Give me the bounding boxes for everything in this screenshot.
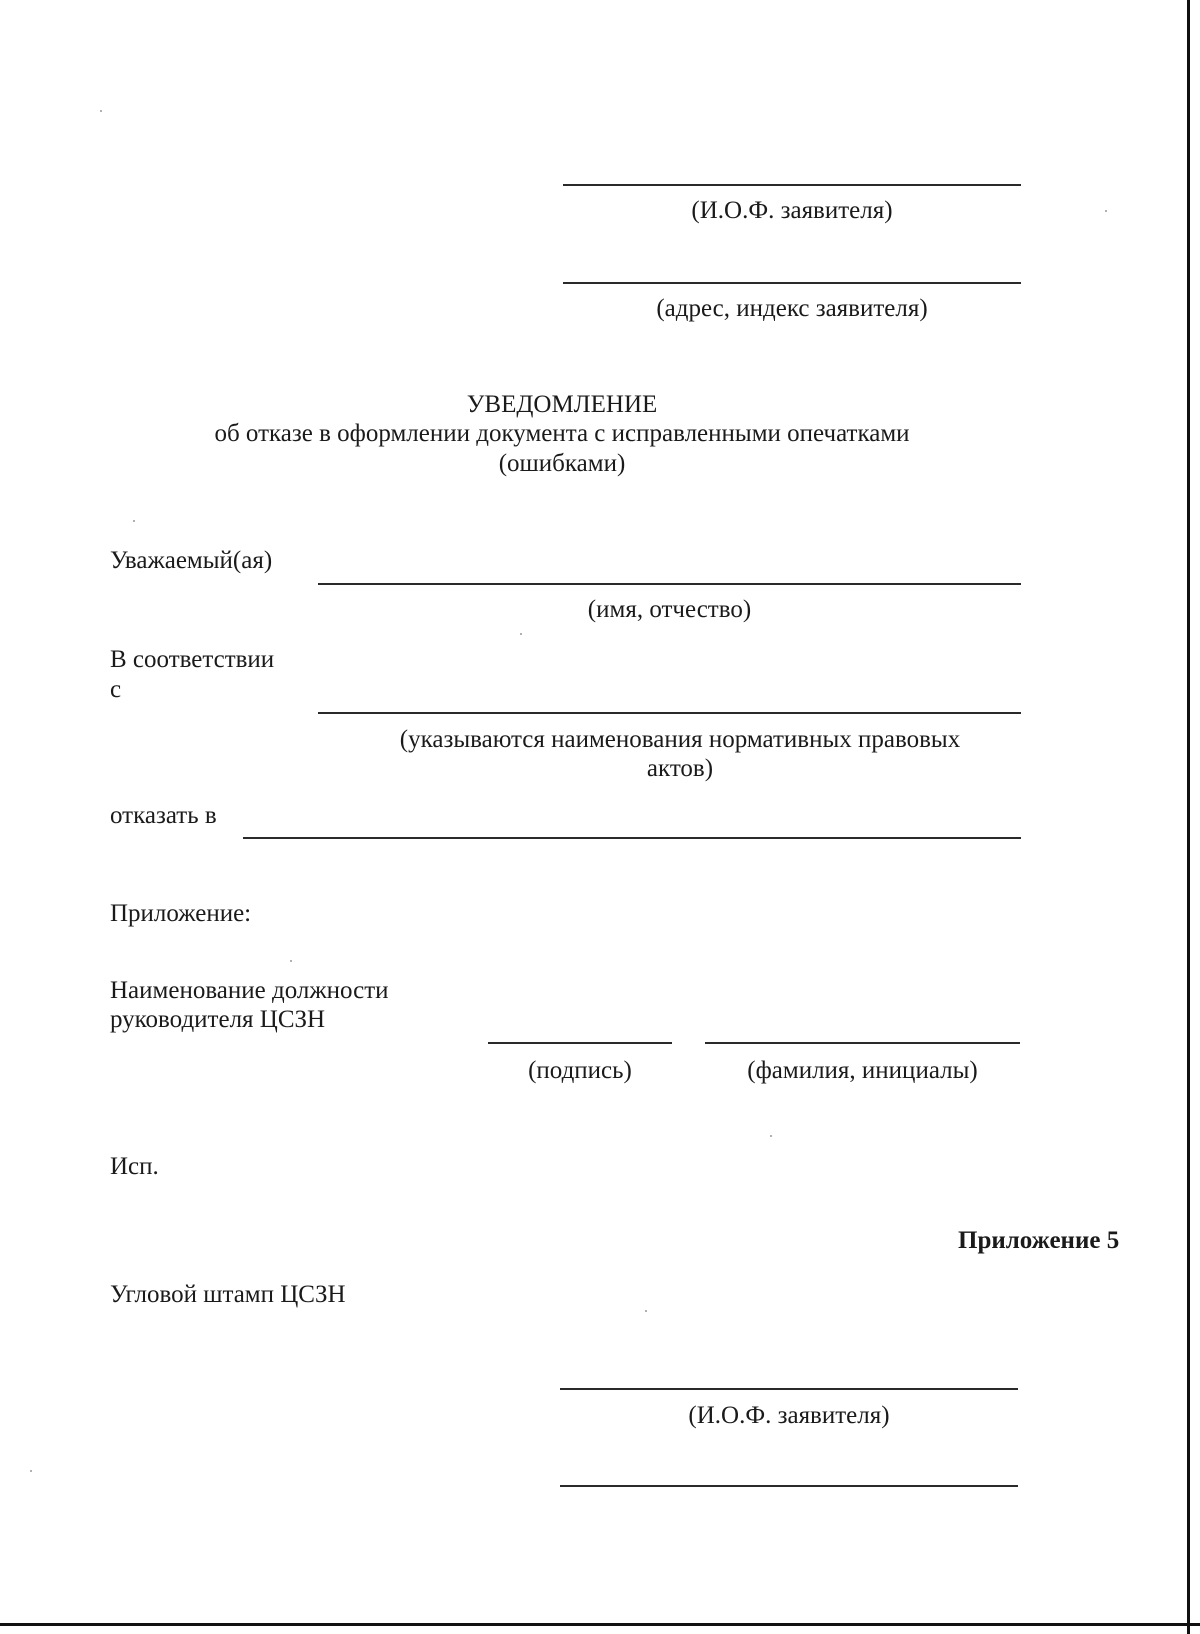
acts-caption-cont: актов) xyxy=(646,755,714,782)
signature-line xyxy=(488,1042,672,1044)
dear-label: Уважаемый(ая) xyxy=(110,547,273,574)
according-label: В соответствии xyxy=(110,646,275,673)
name-caption: (имя, отчество) xyxy=(587,596,752,623)
surname-line xyxy=(705,1042,1020,1044)
position-label-cont: руководителя ЦСЗН xyxy=(110,1006,326,1033)
name-line xyxy=(318,583,1021,585)
next-applicant-name-line xyxy=(560,1388,1018,1390)
surname-caption: (фамилия, инициалы) xyxy=(747,1057,978,1084)
applicant-address-caption: (адрес, индекс заявителя) xyxy=(656,295,928,322)
scan-speck xyxy=(290,960,292,962)
refuse-label: отказать в xyxy=(110,802,217,829)
scan-speck xyxy=(520,633,522,635)
scan-edge-right xyxy=(1187,0,1190,1634)
document-subtitle: об отказе в оформлении документа с исправленными опечатками xyxy=(214,420,910,447)
scan-edge-bottom xyxy=(0,1623,1200,1626)
applicant-name-caption: (И.О.Ф. заявителя) xyxy=(691,197,893,224)
next-applicant-name-caption: (И.О.Ф. заявителя) xyxy=(688,1402,890,1429)
scan-speck xyxy=(30,1470,32,1472)
scan-speck xyxy=(770,1135,772,1137)
signature-caption: (подпись) xyxy=(528,1057,632,1084)
applicant-address-line xyxy=(563,282,1021,284)
scan-speck xyxy=(1105,210,1107,212)
refuse-line xyxy=(243,837,1021,839)
document-title: УВЕДОМЛЕНИЕ xyxy=(466,391,658,418)
acts-caption: (указываются наименования нормативных правовых xyxy=(399,726,961,753)
stamp-label: Угловой штамп ЦСЗН xyxy=(110,1281,346,1308)
applicant-name-line xyxy=(563,184,1021,186)
position-label: Наименование должности xyxy=(110,977,389,1004)
document-subtitle-cont: (ошибками) xyxy=(498,450,626,477)
next-applicant-address-line xyxy=(560,1485,1018,1487)
executor-label: Исп. xyxy=(110,1153,159,1180)
scan-speck xyxy=(100,110,102,112)
acts-line xyxy=(318,712,1021,714)
attachment-label: Приложение: xyxy=(110,900,252,927)
according-label-cont: с xyxy=(110,676,122,703)
scan-speck xyxy=(645,1310,647,1312)
scan-speck xyxy=(133,520,135,522)
appendix-label: Приложение 5 xyxy=(958,1227,1120,1254)
